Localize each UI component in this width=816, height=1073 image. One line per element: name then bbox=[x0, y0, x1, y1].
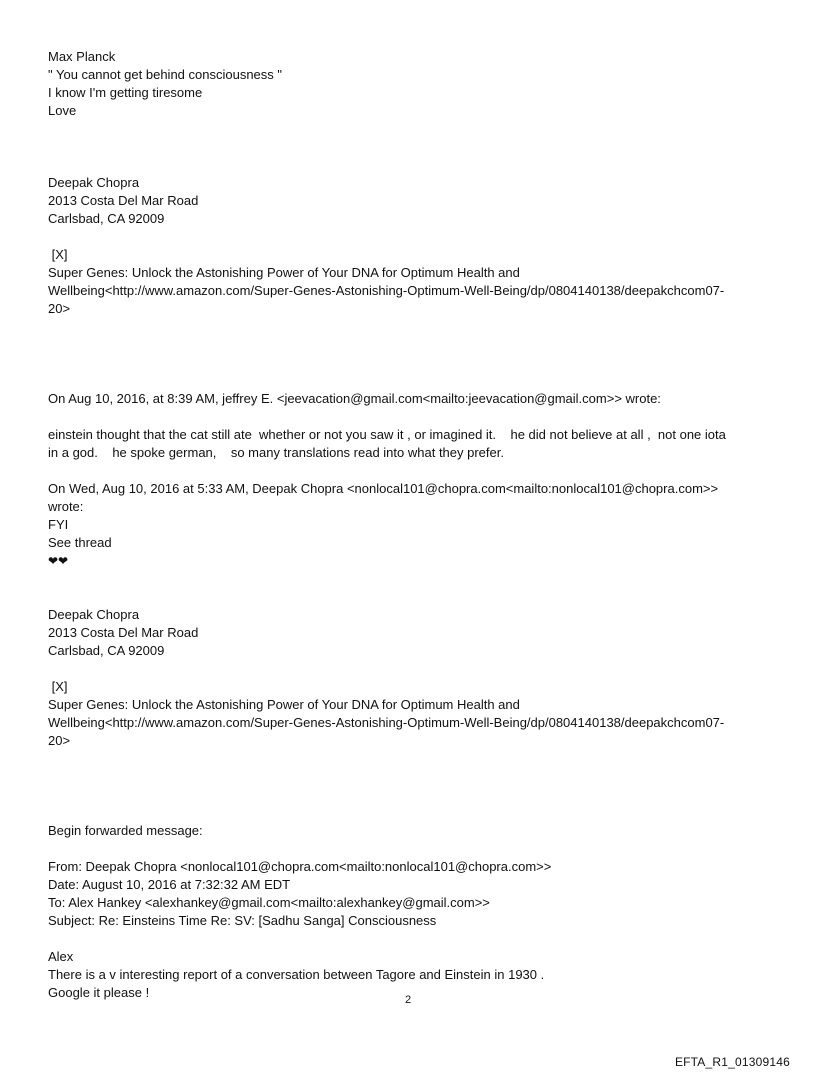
forwarded-body-line: Google it please ! bbox=[48, 985, 150, 1000]
heart-icon: ❤❤ bbox=[48, 554, 69, 568]
signature-city: Carlsbad, CA 92009 bbox=[48, 643, 165, 658]
reply-header-cont: wrote: bbox=[48, 499, 84, 514]
reply-block-deepak bbox=[48, 480, 778, 570]
signature-name: Deepak Chopra bbox=[48, 607, 140, 622]
reply-body-line: einstein thought that the cat still ate whether or not you saw it , or imagined it. he did not believe at all , not one iota bbox=[48, 427, 726, 442]
book-link[interactable]: Wellbeing<http://www.amazon.com/Super-Genes-Astonishing-Optimum-Well-Being/dp/0804140138/deepakchcom07- bbox=[48, 715, 725, 730]
forwarded-block bbox=[48, 822, 778, 1002]
opening-line: I know I'm getting tiresome bbox=[48, 85, 203, 100]
signature-block bbox=[48, 174, 778, 318]
spacer bbox=[48, 840, 778, 858]
forwarded-from: From: Deepak Chopra <nonlocal101@chopra.com<mailto:nonlocal101@chopra.com>> bbox=[48, 859, 552, 874]
forwarded-to: To: Alex Hankey <alexhankey@gmail.com<mailto:alexhankey@gmail.com>> bbox=[48, 895, 490, 910]
spacer bbox=[48, 120, 778, 174]
spacer bbox=[48, 570, 778, 606]
spacer bbox=[48, 228, 778, 246]
signature-address: 2013 Costa Del Mar Road bbox=[48, 193, 199, 208]
bates-number: EFTA_R1_01309146 bbox=[674, 1055, 790, 1069]
spacer bbox=[48, 462, 778, 480]
book-title-line: Super Genes: Unlock the Astonishing Power of Your DNA for Optimum Health and bbox=[48, 697, 520, 712]
signature-city: Carlsbad, CA 92009 bbox=[48, 211, 165, 226]
forwarded-subject: Subject: Re: Einsteins Time Re: SV: [Sadhu Sanga] Consciousness bbox=[48, 913, 437, 928]
spacer bbox=[48, 408, 778, 426]
forwarded-date: Date: August 10, 2016 at 7:32:32 AM EDT bbox=[48, 877, 291, 892]
book-link[interactable]: Wellbeing<http://www.amazon.com/Super-Genes-Astonishing-Optimum-Well-Being/dp/0804140138/deepakchcom07- bbox=[48, 283, 725, 298]
forwarded-salutation: Alex bbox=[48, 949, 74, 964]
reply-header: On Aug 10, 2016, at 8:39 AM, jeffrey E. <jeevacation@gmail.com<mailto:jeevacation@gmail.com>> wrote: bbox=[48, 391, 661, 406]
email-document bbox=[48, 48, 778, 1002]
signature-block bbox=[48, 606, 778, 750]
page-number: 2 bbox=[404, 994, 412, 1006]
spacer bbox=[48, 750, 778, 822]
reply-body-line: See thread bbox=[48, 535, 112, 550]
spacer bbox=[48, 660, 778, 678]
reply-header: On Wed, Aug 10, 2016 at 5:33 AM, Deepak Chopra <nonlocal101@chopra.com<mailto:nonlocal101@chopra.com>> bbox=[48, 481, 719, 496]
opening-block bbox=[48, 48, 778, 120]
signature-address: 2013 Costa Del Mar Road bbox=[48, 625, 199, 640]
opening-line: Love bbox=[48, 103, 77, 118]
opening-line: Max Planck bbox=[48, 49, 116, 64]
book-link-end: 20> bbox=[48, 301, 71, 316]
opening-line: " You cannot get behind consciousness " bbox=[48, 67, 283, 82]
spacer bbox=[48, 318, 778, 390]
book-link-end: 20> bbox=[48, 733, 71, 748]
image-placeholder: [X] bbox=[48, 247, 68, 262]
forwarded-body-line: There is a v interesting report of a conversation between Tagore and Einstein in 1930 . bbox=[48, 967, 545, 982]
spacer bbox=[48, 930, 778, 948]
book-title-line: Super Genes: Unlock the Astonishing Power of Your DNA for Optimum Health and bbox=[48, 265, 520, 280]
signature-name: Deepak Chopra bbox=[48, 175, 140, 190]
reply-body-line: in a god. he spoke german, so many translations read into what they prefer. bbox=[48, 445, 504, 460]
forwarded-intro: Begin forwarded message: bbox=[48, 823, 203, 838]
reply-body-line: FYI bbox=[48, 517, 69, 532]
reply-block-jeffrey bbox=[48, 390, 778, 462]
image-placeholder: [X] bbox=[48, 679, 68, 694]
